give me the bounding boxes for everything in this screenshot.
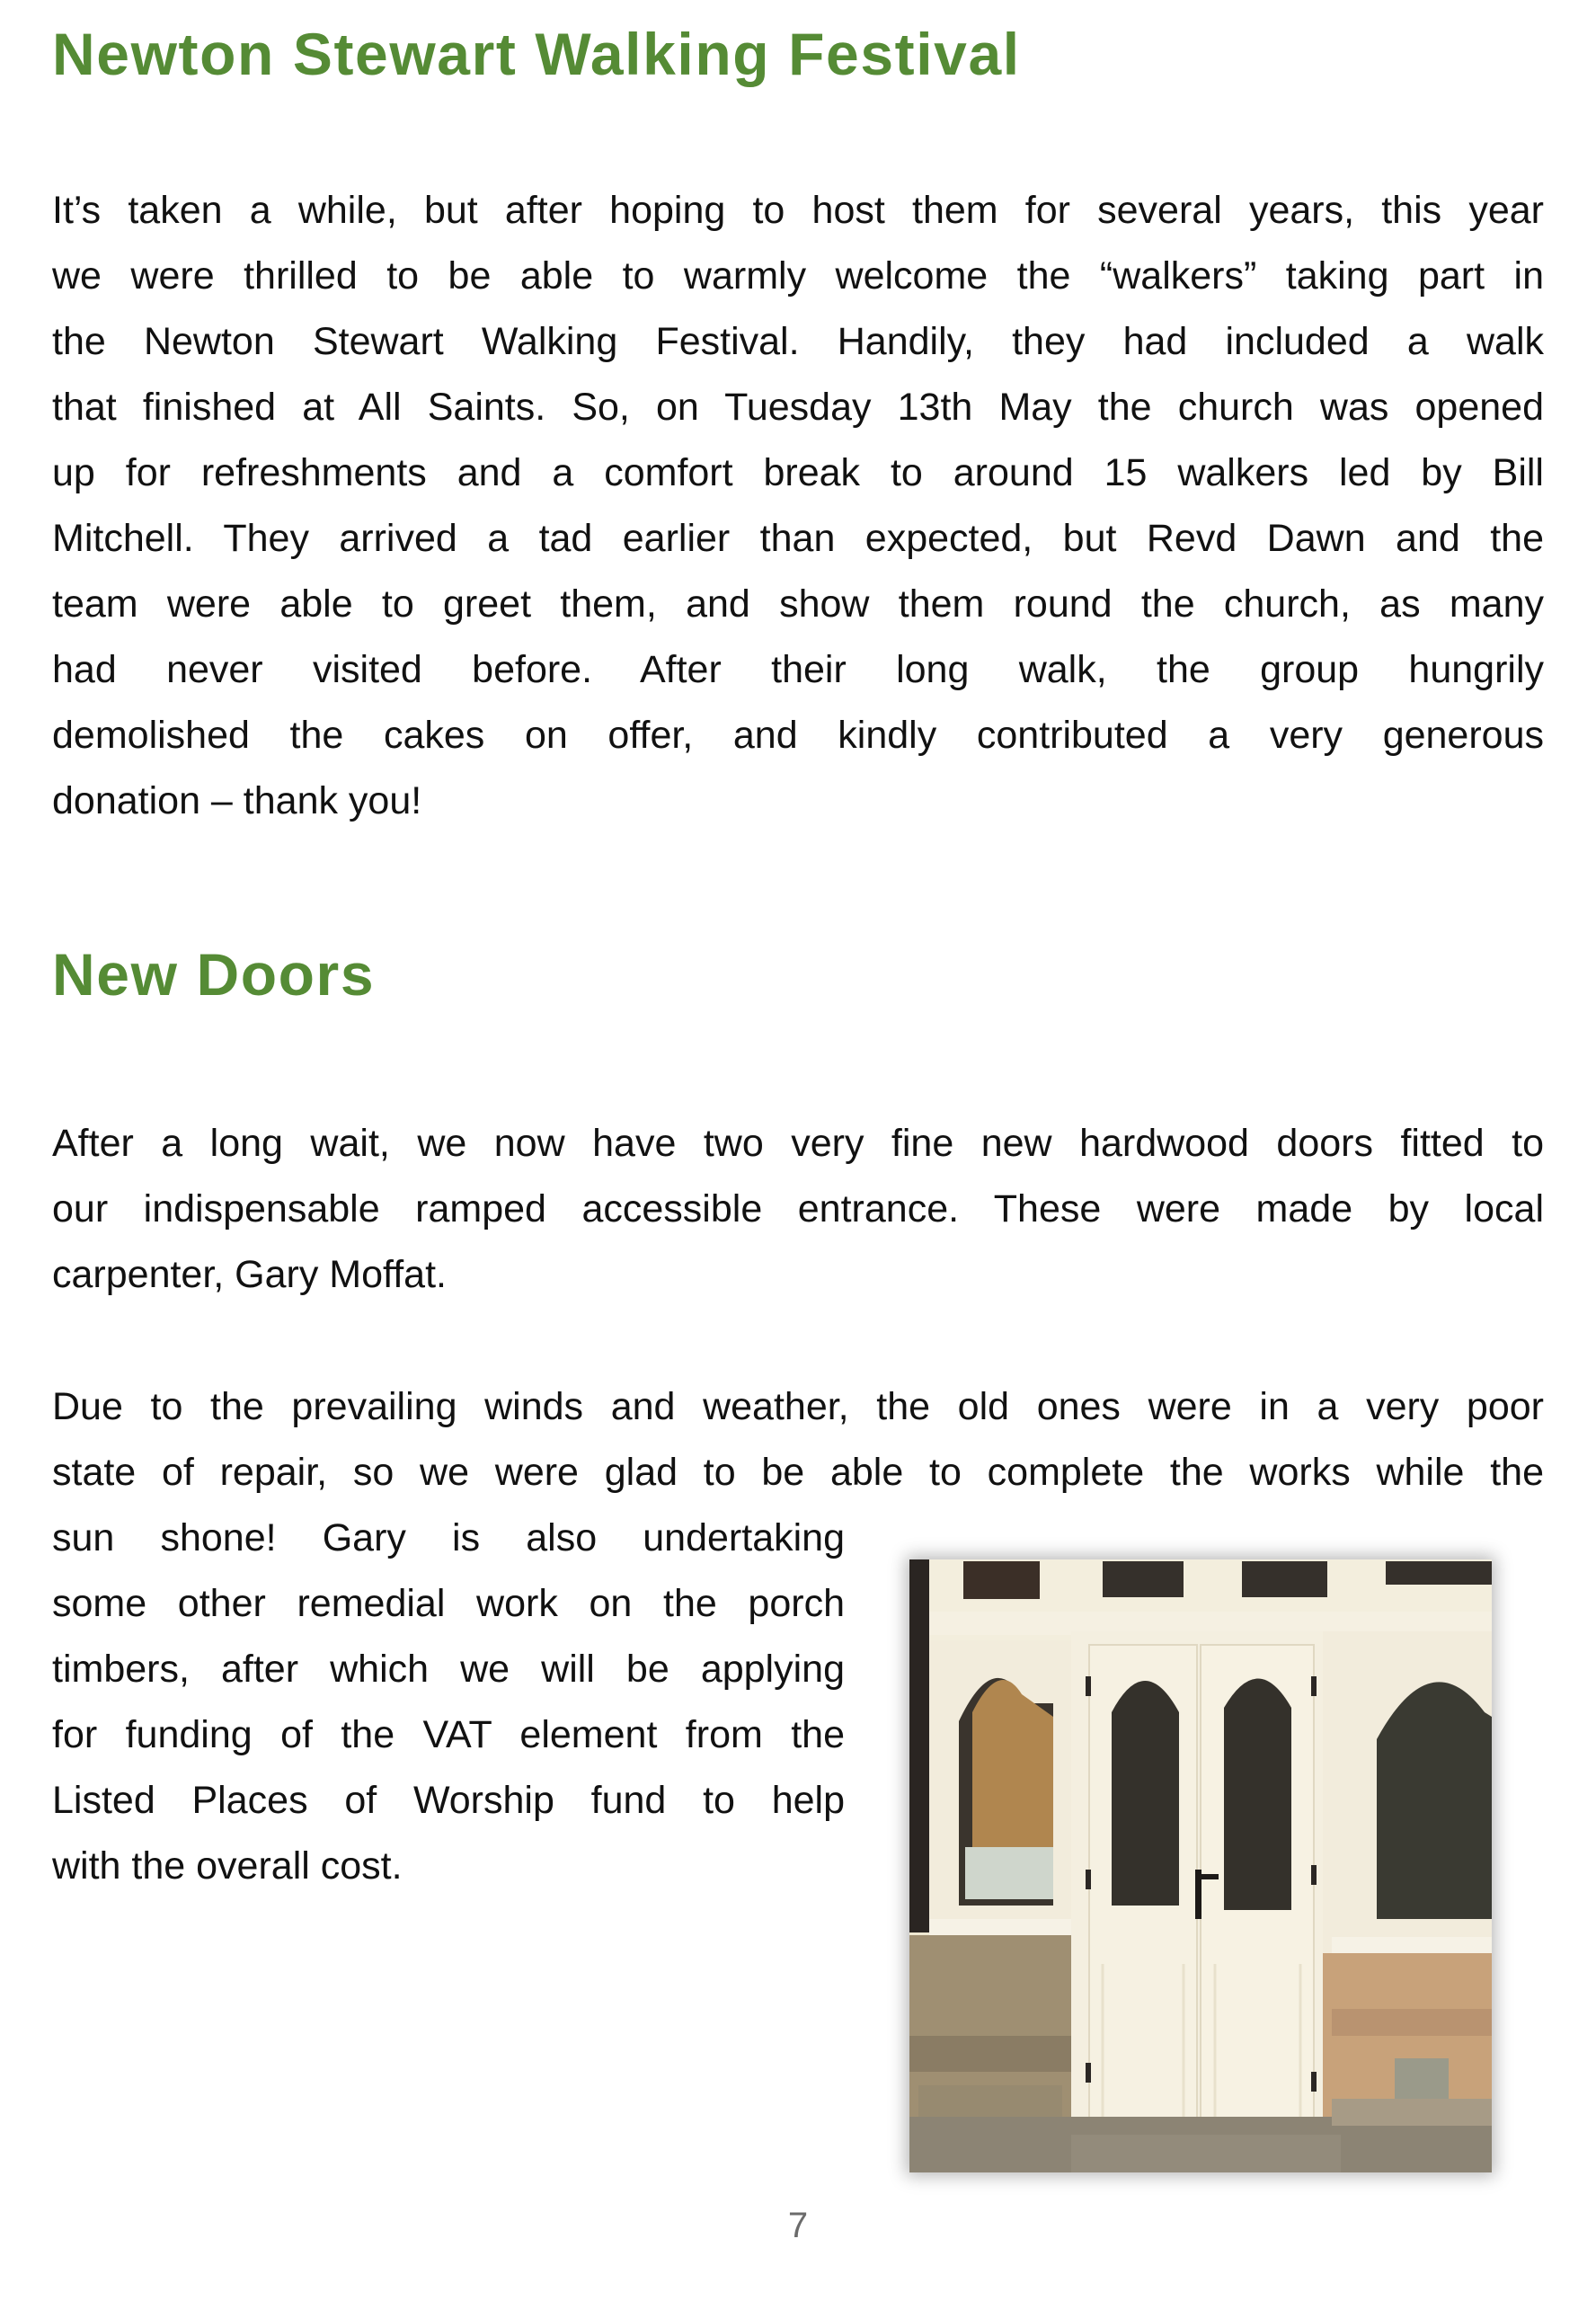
page-number: 7 — [787, 2206, 809, 2245]
text-line: donation – thank you! — [52, 779, 422, 822]
text-line: the Newton Stewart Walking Festival. Handily, they had included a walk — [52, 320, 1544, 363]
text-line: Listed Places of Worship fund to help — [52, 1779, 845, 1822]
text-line: that finished at All Saints. So, on Tuesday 13th May the church was opened — [52, 386, 1544, 429]
text-line: Mitchell. They arrived a tad earlier than expected, but Revd Dawn and the — [52, 517, 1544, 560]
text-line: It’s taken a while, but after hoping to host them for several years, this year — [52, 189, 1544, 232]
new-doors-photo — [909, 1559, 1492, 2172]
text-line: carpenter, Gary Moffat. — [52, 1253, 447, 1296]
text-line: had never visited before. After their long walk, the group hungrily — [52, 648, 1544, 691]
new-doors-paragraph-1 — [52, 1111, 1544, 1308]
text-line: up for refreshments and a comfort break to around 15 walkers led by Bill — [52, 451, 1544, 494]
text-line: with the overall cost. — [52, 1844, 403, 1888]
text-line: Due to the prevailing winds and weather, the old ones were in a very poor — [52, 1385, 1544, 1428]
text-line: demolished the cakes on offer, and kindly contributed a very generous — [52, 714, 1544, 757]
text-line: sun shone! Gary is also undertaking — [52, 1516, 845, 1559]
section-heading-walking-festival: Newton Stewart Walking Festival — [52, 21, 1021, 87]
text-line: we were thrilled to be able to warmly welcome the “walkers” taking part in — [52, 254, 1544, 298]
walking-festival-paragraph — [52, 178, 1544, 834]
text-line: timbers, after which we will be applying — [52, 1648, 845, 1691]
text-line: some other remedial work on the porch — [52, 1582, 845, 1625]
new-doors-paragraph-2-wrapped — [52, 1506, 845, 1899]
new-doors-paragraph-2-full-width — [52, 1374, 1544, 1506]
text-line: After a long wait, we now have two very fine new hardwood doors fitted to — [52, 1122, 1544, 1165]
text-line: team were able to greet them, and show them round the church, as many — [52, 582, 1544, 626]
text-line: our indispensable ramped accessible entrance. These were made by local — [52, 1187, 1544, 1230]
text-line: state of repair, so we were glad to be able to complete the works while the — [52, 1451, 1544, 1494]
section-heading-new-doors: New Doors — [52, 941, 376, 1008]
door-photo-illustration — [909, 1559, 1492, 2172]
text-line: for funding of the VAT element from the — [52, 1713, 845, 1756]
